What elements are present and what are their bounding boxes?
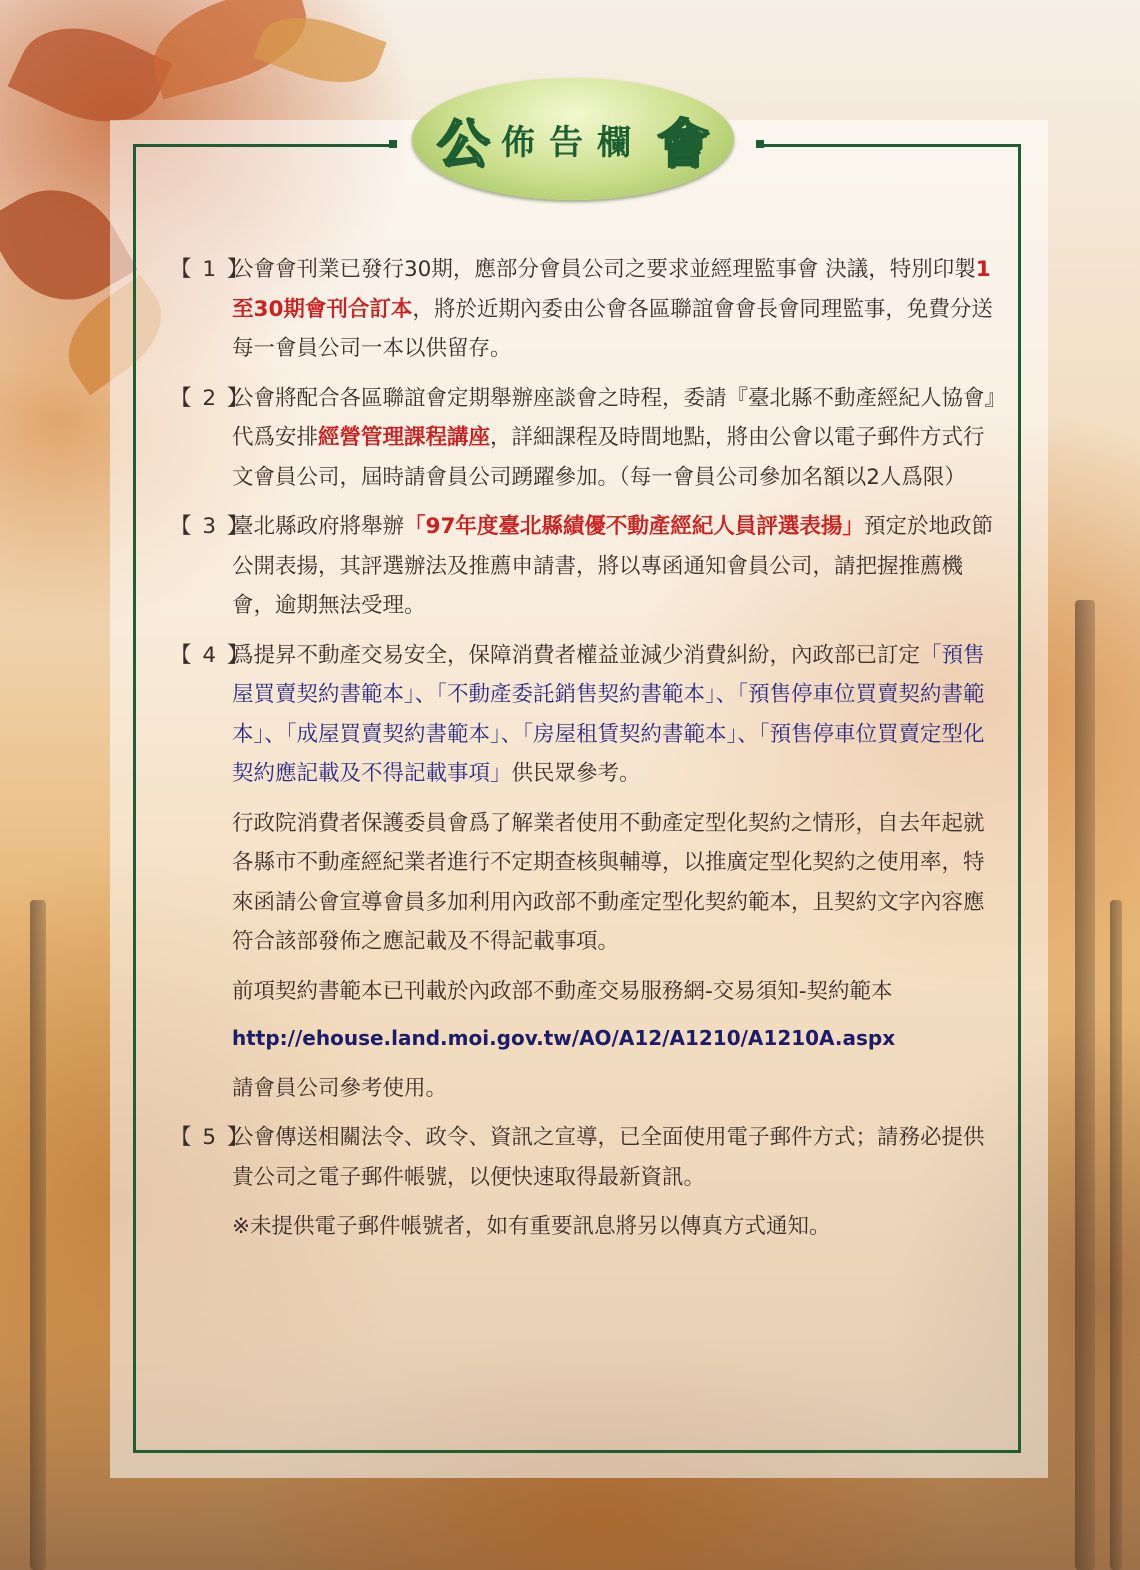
item-number: 【 2 】	[170, 385, 251, 411]
title-big-char-2: 會	[657, 113, 710, 175]
highlight-text: 1至30期會刊合訂本	[232, 257, 991, 322]
item-number: 【 3 】	[170, 514, 251, 539]
frame-top-left	[133, 144, 393, 147]
item-4-paragraph-1: 行政院消費者保護委員會爲了解業者使用不動產定型化契約之情形，自去年起就各縣市不動產經紀業者進行不定期查核與輔導，以推廣定型化契約之使用率，特來函請公會宣導會員多加利用內政部不動產定型化契約範本，且契約文字內容應符合該部發佈之應記載及不得記載事項。	[232, 810, 985, 954]
highlight-text: 「97年度臺北縣績優不動產經紀人員評選表揚」	[404, 514, 864, 539]
notice-item-1	[160, 250, 1000, 369]
item-text: 公會傳送相關法令、政令、資訊之宣導，已全面使用電子郵件方式；請務必提供貴公司之電子郵件帳號，以便快速取得最新資訊。	[232, 1125, 985, 1190]
notice-item-3	[160, 507, 1000, 626]
item-text: 公會將配合各區聯誼會定期舉辦座談會之時程，委請『臺北縣不動產經紀人協會』代爲安排經營管理課程講座，詳細課程及時間地點，將由公會以電子郵件方式行文會員公司，屆時請會員公司踴躍參加。（每一會員公司參加名額以2人爲限）	[232, 385, 996, 490]
frame-dot-right	[756, 140, 764, 148]
tree-trunk-decoration	[30, 900, 46, 1570]
item-number: 【 1 】	[170, 257, 251, 282]
highlight-text: 「預售屋買賣契約書範本」、「不動產委託銷售契約書範本」、「預售停車位買賣契約書範本」、「成屋買賣契約書範本」、「房屋租賃契約書範本」、「預售停車位買賣定型化契約應記載及不得記載事項」	[232, 642, 985, 786]
frame-top-right	[760, 144, 1018, 147]
item-text: 爲提昇不動產交易安全，保障消費者權益並減少消費糾紛，內政部已訂定「預售屋買賣契約書範本」、「不動產委託銷售契約書範本」、「預售停車位買賣契約書範本」、「成屋買賣契約書範本」、「房屋租賃契約書範本」、「預售停車位買賣定型化契約應記載及不得記載事項」供民眾參考。	[232, 642, 985, 786]
tree-trunk-decoration	[1110, 900, 1122, 1570]
frame-dot-left	[389, 140, 397, 148]
highlight-text: 經營管理課程講座	[318, 425, 491, 450]
item-number: 【 5 】	[170, 1125, 251, 1150]
tree-trunk-decoration	[1075, 600, 1095, 1570]
item-4-paragraph-2: 前項契約書範本已刊載於內政部不動產交易服務網-交易須知-契約範本	[232, 978, 893, 1004]
item-4-url-row	[160, 1019, 1000, 1059]
page-title	[412, 78, 734, 200]
item-number: 【 4 】	[170, 642, 251, 668]
item-text: 臺北縣政府將舉辦「97年度臺北縣績優不動產經紀人員評選表揚」預定於地政節公開表揚，其評選辦法及推薦申請書，將以專函通知會員公司，請把握推薦機會，逾期無法受理。	[232, 514, 993, 618]
item-text: 公會會刊業已發行30期，應部分會員公司之要求並經理監事會 決議，特別印製1至30期會刊合訂本，將於近期內委由公會各區聯誼會會長會同理監事，免費分送每一會員公司一本以供留存。	[232, 257, 993, 361]
notice-item-5	[160, 1118, 1000, 1197]
item-5-note: ※未提供電子郵件帳號者，如有重要訊息將另以傳真方式通知。	[232, 1214, 831, 1239]
notice-item-2	[160, 379, 1000, 498]
notice-content	[160, 250, 1000, 1257]
item-4-paragraph-3: 請會員公司參考使用。	[232, 1075, 448, 1101]
title-big-char-1: 公	[436, 113, 489, 175]
notice-item-4	[160, 636, 1000, 794]
contract-template-link[interactable]: http://ehouse.land.moi.gov.tw/AO/A12/A1210/A1210A.aspx	[232, 1026, 896, 1050]
title-small-text: 佈告欄	[501, 122, 645, 163]
